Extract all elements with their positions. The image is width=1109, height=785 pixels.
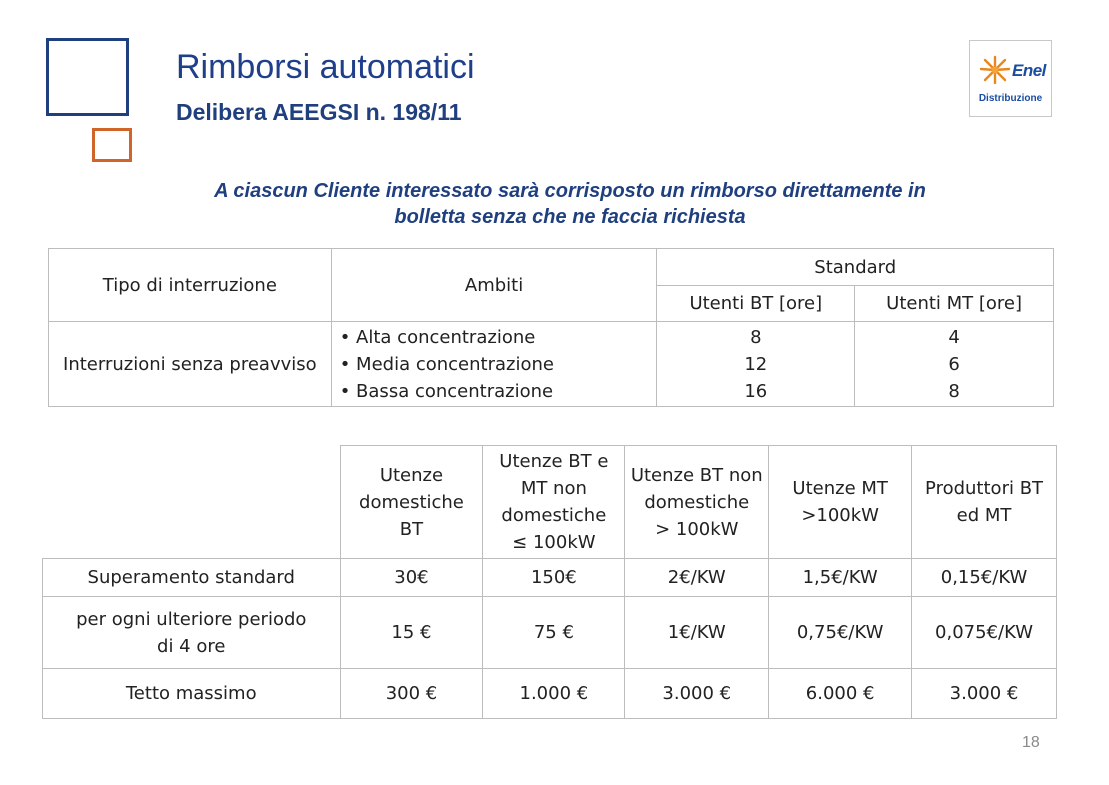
cell-value: 75 € [483,597,625,669]
page-subtitle: Delibera AEEGSI n. 198/11 [176,99,462,125]
col-header-bt-non-domestiche [625,446,769,559]
cell-value: 0,075€/KW [912,597,1057,669]
table-row [43,597,1057,669]
col-header-domestiche-bt [340,446,483,559]
cell-value: 3.000 € [625,669,769,719]
intro-line-2: bolletta senza che ne faccia richiesta [394,206,746,228]
logo-brand: Enel [1012,61,1046,80]
mt-value: 6 [948,353,960,375]
bt-value: 12 [744,353,768,375]
cell-value: 300 € [340,669,483,719]
col-header-line: Produttori BT [925,478,1044,499]
mt-value: 8 [948,380,960,402]
decorative-blue-square [46,38,129,116]
header-tipo: Tipo di interruzione [49,249,332,322]
row-label-line: di 4 ore [157,635,226,657]
table-row [43,559,1057,597]
decorative-orange-square [92,128,132,162]
page-title: Rimborsi automatici [176,48,475,86]
col-header-produttori [912,446,1057,559]
mt-value: 4 [948,326,960,348]
bt-value: 16 [744,380,768,402]
row-label: Superamento standard [43,559,341,597]
cell-value: 1.000 € [483,669,625,719]
intro-line-1: A ciascun Cliente interessato sarà corrisposto un rimborso direttamente in [214,180,926,202]
logo-subtitle: Distribuzione [978,93,1043,104]
cell-value: 30€ [340,559,483,597]
col-header-line: domestiche BT [359,491,464,540]
col-header-line: ed MT [956,505,1012,526]
table-row [43,669,1057,719]
standards-table [48,248,1054,407]
enel-logo [969,40,1052,117]
cell-value: 15 € [340,597,483,669]
col-header-mt [769,446,912,559]
enel-sun-icon [978,55,1012,85]
refund-table [42,445,1057,719]
cell-value: 1,5€/KW [769,559,912,597]
bt-value: 8 [750,326,762,348]
col-header-line: Utenze BT non [630,464,763,486]
col-header-line: >100kW [801,505,879,526]
page-number: 18 [1022,734,1040,751]
header-utenti-bt: Utenti BT [ore] [657,286,855,322]
cell-value: 6.000 € [769,669,912,719]
row-bt-values [657,322,855,407]
empty-corner-cell [43,446,341,559]
cell-value: 2€/KW [625,559,769,597]
col-header-line: > 100kW [655,518,739,540]
cell-value: 0,75€/KW [769,597,912,669]
row-label-line: per ogni ulteriore periodo [76,608,307,630]
col-header-line: Utenze BT e [499,451,609,472]
header-ambiti: Ambiti [331,249,657,322]
col-header-bt-mt-non-domestiche [483,446,625,559]
header-standard: Standard [657,249,1054,286]
cell-value: 1€/KW [625,597,769,669]
col-header-line: Utenze [379,464,444,486]
intro-text [90,178,1050,230]
ambito-item: • Media concentrazione [339,353,554,375]
col-header-line: domestiche [501,505,607,526]
table-row [49,322,1054,407]
cell-value: 0,15€/KW [912,559,1057,597]
ambito-item: • Bassa concentrazione [339,380,554,402]
row-tipo: Interruzioni senza preavviso [49,322,332,407]
header-utenti-mt: Utenti MT [ore] [855,286,1054,322]
row-mt-values [855,322,1054,407]
col-header-line: ≤ 100kW [512,532,596,553]
col-header-line: Utenze MT [792,478,888,499]
row-label: Tetto massimo [43,669,341,719]
cell-value: 3.000 € [912,669,1057,719]
col-header-line: MT non [520,478,587,499]
ambito-item: • Alta concentrazione [339,326,536,348]
row-ambiti [331,322,657,407]
cell-value: 150€ [483,559,625,597]
row-label [43,597,341,669]
table-header-row [43,446,1057,559]
col-header-line: domestiche [644,491,750,513]
